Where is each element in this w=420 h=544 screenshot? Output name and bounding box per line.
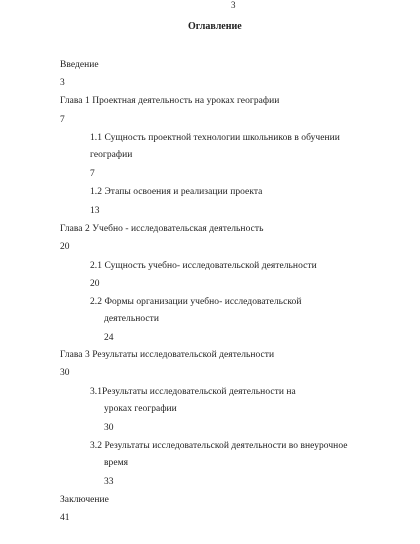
toc-conclusion-label: Заключение bbox=[60, 495, 109, 505]
toc-chapter-1-label: Глава 1 Проектная деятельность на уроках географии bbox=[60, 96, 280, 106]
toc-section-1-2-label: 1.2 Этапы освоения и реализации проекта bbox=[90, 187, 263, 197]
toc-section-2-2-page: 24 bbox=[104, 333, 114, 343]
toc-section-3-2-page: 33 bbox=[104, 477, 114, 487]
toc-section-2-2-label-cont: деятельности bbox=[104, 314, 159, 324]
toc-chapter-2-label: Глава 2 Учебно - исследовательская деятельность bbox=[60, 224, 264, 234]
toc-chapter-3-label: Глава 3 Результаты исследовательской деятельности bbox=[60, 350, 275, 360]
toc-section-3-2-label-cont: время bbox=[104, 458, 129, 468]
toc-section-1-1-label: 1.1 Сущность проектной технологии школьников в обучении bbox=[90, 133, 340, 143]
toc-section-2-2-label: 2.2 Формы организации учебно- исследовательской bbox=[90, 297, 302, 307]
toc-section-1-1-label-cont: географии bbox=[90, 150, 133, 160]
toc-section-3-2-label: 3.2 Результаты исследовательской деятельности во внеурочное bbox=[90, 441, 348, 451]
toc-intro-page: 3 bbox=[60, 78, 65, 88]
toc-chapter-3-page: 30 bbox=[60, 368, 70, 378]
toc-section-1-2-page: 13 bbox=[90, 206, 100, 216]
toc-section-1-1-page: 7 bbox=[90, 169, 95, 179]
toc-section-2-1-label: 2.1 Сущность учебно- исследовательской деятельности bbox=[90, 261, 317, 271]
toc-section-3-1-page: 30 bbox=[104, 423, 114, 433]
toc-intro-label: Введение bbox=[60, 60, 99, 70]
toc-section-3-1-label-cont: уроках географии bbox=[104, 404, 177, 414]
page-number: 3 bbox=[231, 0, 236, 10]
toc-section-2-1-page: 20 bbox=[90, 279, 100, 289]
toc-chapter-2-page: 20 bbox=[60, 242, 70, 252]
toc-conclusion-page: 41 bbox=[60, 513, 70, 523]
toc-chapter-1-page: 7 bbox=[60, 115, 65, 125]
toc-title: Оглавление bbox=[188, 21, 242, 32]
toc-section-3-1-label: 3.1Результаты исследовательской деятельности на bbox=[90, 387, 296, 397]
